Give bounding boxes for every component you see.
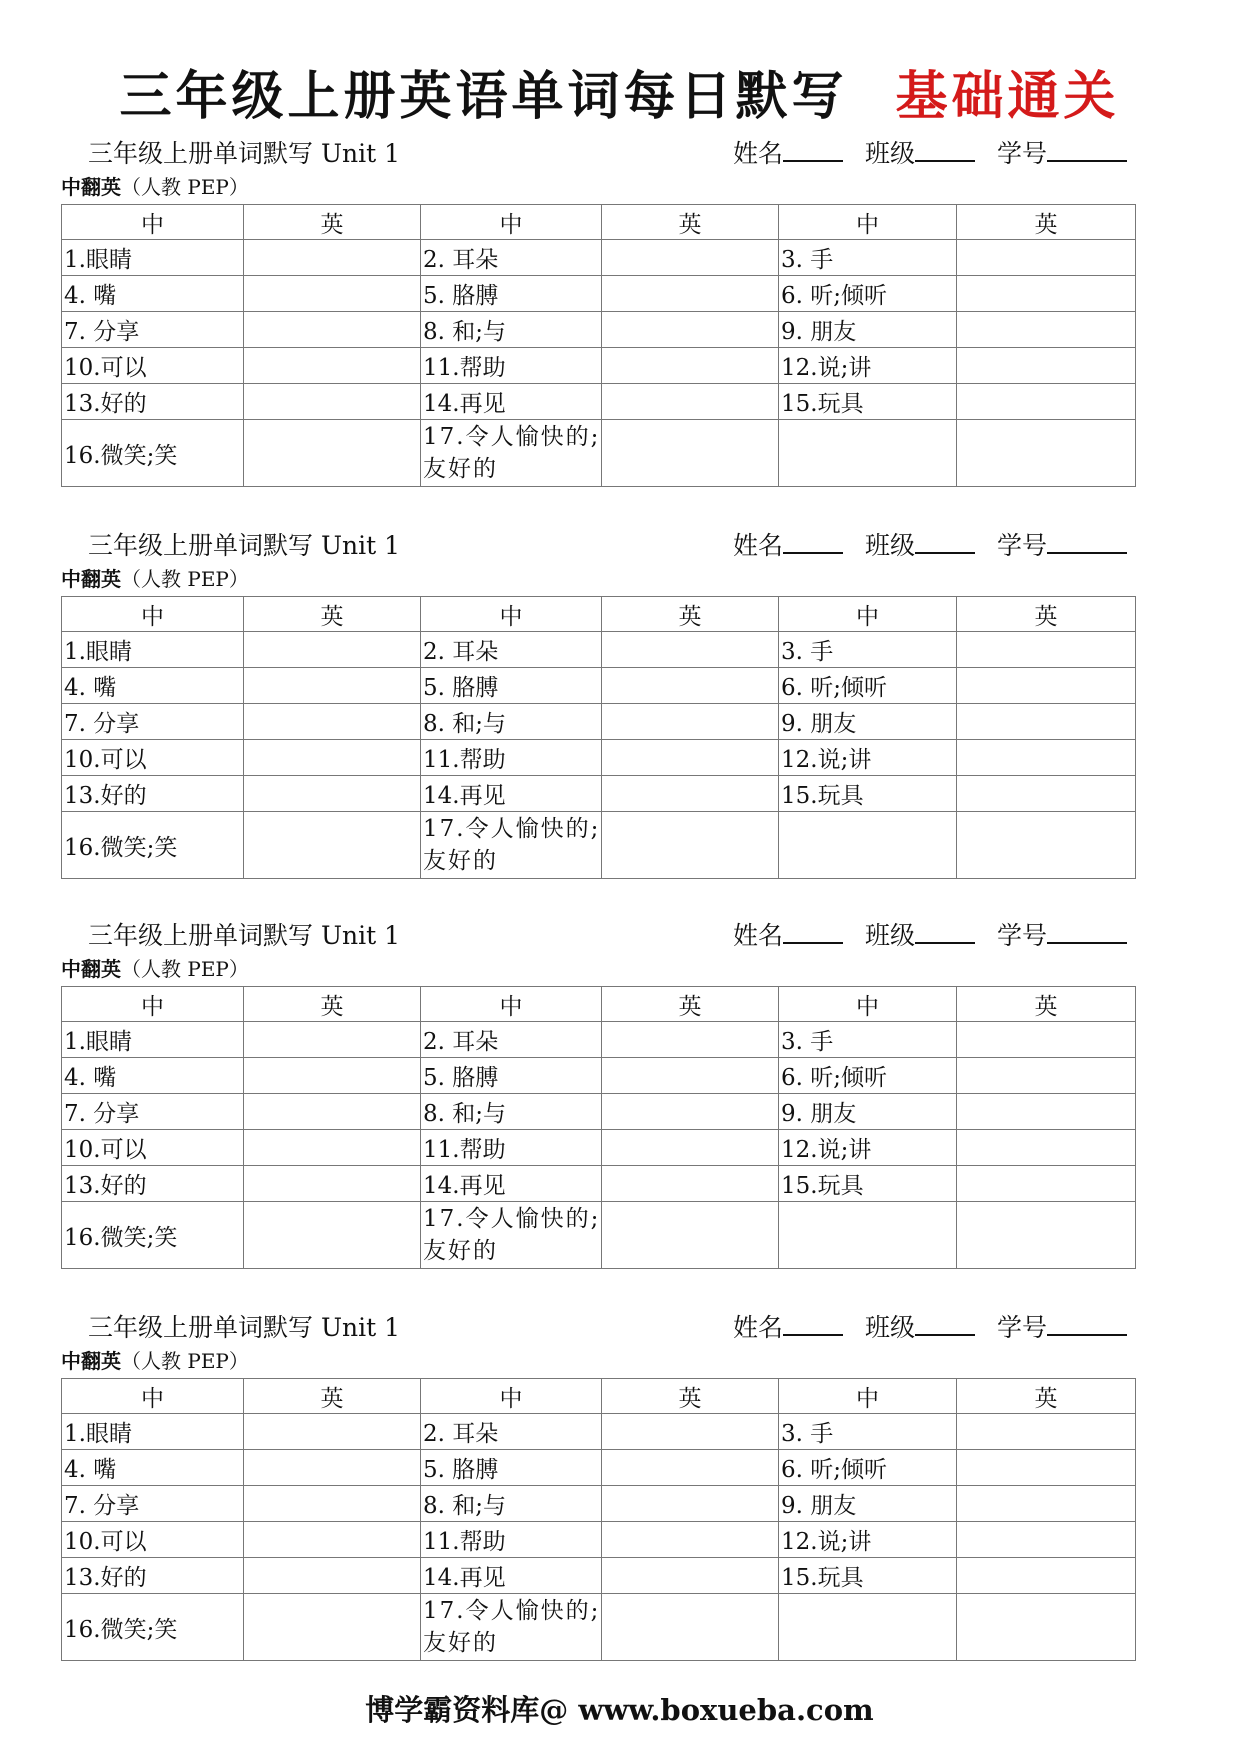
worksheet-subtitle xyxy=(61,956,249,982)
table-row xyxy=(62,1202,1136,1269)
english-answer-cell[interactable] xyxy=(244,240,421,276)
page-title-main: 三年级上册英语单词每日默写 xyxy=(119,67,848,127)
id-field[interactable] xyxy=(1047,138,1127,162)
english-answer-cell[interactable] xyxy=(244,420,421,487)
header-chinese: 中 xyxy=(421,597,602,632)
english-answer-cell[interactable] xyxy=(602,1450,779,1486)
english-answer-cell[interactable] xyxy=(957,1450,1136,1486)
chinese-word-cell: 5. 胳膊 xyxy=(421,668,602,704)
subtitle-edition: （人教 PEP） xyxy=(121,957,249,981)
worksheet-title: 三年级上册单词默写 Unit 1 xyxy=(88,139,401,168)
english-answer-cell[interactable] xyxy=(244,704,421,740)
english-answer-cell[interactable] xyxy=(957,632,1136,668)
chinese-word-cell xyxy=(779,1594,957,1661)
english-answer-cell[interactable] xyxy=(957,1594,1136,1661)
header-chinese: 中 xyxy=(779,1379,957,1414)
chinese-word-cell: 12.说;讲 xyxy=(779,348,957,384)
class-label: 班级 xyxy=(864,921,915,950)
subtitle-mode: 中翻英 xyxy=(61,1349,121,1373)
english-answer-cell[interactable] xyxy=(957,240,1136,276)
chinese-word-cell: 8. 和;与 xyxy=(421,1094,602,1130)
english-answer-cell[interactable] xyxy=(602,1166,779,1202)
header-english: 英 xyxy=(602,1379,779,1414)
subtitle-edition: （人教 PEP） xyxy=(121,175,249,199)
table-row xyxy=(62,420,1136,487)
chinese-word-cell: 2. 耳朵 xyxy=(421,632,602,668)
class-field[interactable] xyxy=(915,920,975,944)
worksheet-section-4 xyxy=(0,1312,1239,1662)
english-answer-cell[interactable] xyxy=(957,348,1136,384)
id-label: 学号 xyxy=(996,921,1047,950)
header-chinese: 中 xyxy=(779,987,957,1022)
table-row xyxy=(62,276,1136,312)
chinese-word-cell: 12.说;讲 xyxy=(779,740,957,776)
table-header-row xyxy=(62,597,1136,632)
english-answer-cell[interactable] xyxy=(602,384,779,420)
chinese-word-cell: 4. 嘴 xyxy=(62,668,244,704)
chinese-word-cell: 4. 嘴 xyxy=(62,1058,244,1094)
worksheet-section-2 xyxy=(0,530,1239,880)
english-answer-cell[interactable] xyxy=(957,704,1136,740)
english-answer-cell[interactable] xyxy=(244,1202,421,1269)
name-label: 姓名 xyxy=(733,531,784,560)
id-label: 学号 xyxy=(996,139,1047,168)
worksheet-title: 三年级上册单词默写 Unit 1 xyxy=(88,531,401,560)
header-english: 英 xyxy=(244,987,421,1022)
subtitle-mode: 中翻英 xyxy=(61,567,121,591)
english-answer-cell[interactable] xyxy=(602,312,779,348)
header-english: 英 xyxy=(602,205,779,240)
chinese-word-cell: 3. 手 xyxy=(779,632,957,668)
chinese-word-cell: 15.玩具 xyxy=(779,384,957,420)
worksheet-subtitle xyxy=(61,174,249,200)
english-answer-cell[interactable] xyxy=(244,1130,421,1166)
table-row xyxy=(62,668,1136,704)
chinese-word-cell: 15.玩具 xyxy=(779,1558,957,1594)
table-row xyxy=(62,1486,1136,1522)
english-answer-cell[interactable] xyxy=(602,632,779,668)
chinese-word-cell: 7. 分享 xyxy=(62,1486,244,1522)
english-answer-cell[interactable] xyxy=(244,812,421,879)
english-answer-cell[interactable] xyxy=(957,1022,1136,1058)
english-answer-cell[interactable] xyxy=(957,1058,1136,1094)
english-answer-cell[interactable] xyxy=(244,1522,421,1558)
chinese-word-cell: 7. 分享 xyxy=(62,704,244,740)
english-answer-cell[interactable] xyxy=(602,1558,779,1594)
english-answer-cell[interactable] xyxy=(957,1522,1136,1558)
word-table xyxy=(61,204,1136,487)
word-table xyxy=(61,1378,1136,1661)
header-chinese: 中 xyxy=(421,1379,602,1414)
chinese-word-cell: 7. 分享 xyxy=(62,1094,244,1130)
student-info xyxy=(733,530,1127,562)
chinese-word-cell xyxy=(779,812,957,879)
header-english: 英 xyxy=(602,987,779,1022)
header-english: 英 xyxy=(244,1379,421,1414)
page-title xyxy=(0,62,1239,132)
chinese-word-cell: 12.说;讲 xyxy=(779,1130,957,1166)
chinese-word-cell: 2. 耳朵 xyxy=(421,1022,602,1058)
class-label: 班级 xyxy=(864,1313,915,1342)
header-chinese: 中 xyxy=(62,1379,244,1414)
table-row xyxy=(62,240,1136,276)
english-answer-cell[interactable] xyxy=(244,1594,421,1661)
table-row xyxy=(62,1522,1136,1558)
table-row xyxy=(62,1058,1136,1094)
class-label: 班级 xyxy=(864,139,915,168)
english-answer-cell[interactable] xyxy=(244,776,421,812)
english-answer-cell[interactable] xyxy=(602,420,779,487)
subtitle-edition: （人教 PEP） xyxy=(121,1349,249,1373)
chinese-word-cell: 17.令人愉快的;友好的 xyxy=(421,1202,602,1269)
english-answer-cell[interactable] xyxy=(244,1166,421,1202)
chinese-word-cell: 14.再见 xyxy=(421,1558,602,1594)
header-english: 英 xyxy=(957,987,1136,1022)
chinese-word-cell: 15.玩具 xyxy=(779,1166,957,1202)
worksheet-title: 三年级上册单词默写 Unit 1 xyxy=(88,921,401,950)
chinese-word-cell: 14.再见 xyxy=(421,384,602,420)
english-answer-cell[interactable] xyxy=(244,668,421,704)
chinese-word-cell: 17.令人愉快的;友好的 xyxy=(421,812,602,879)
chinese-word-cell: 4. 嘴 xyxy=(62,1450,244,1486)
chinese-word-cell: 2. 耳朵 xyxy=(421,240,602,276)
subtitle-mode: 中翻英 xyxy=(61,957,121,981)
subtitle-edition: （人教 PEP） xyxy=(121,567,249,591)
table-row xyxy=(62,1414,1136,1450)
header-chinese: 中 xyxy=(421,987,602,1022)
english-answer-cell[interactable] xyxy=(957,1202,1136,1269)
subtitle-mode: 中翻英 xyxy=(61,175,121,199)
table-row xyxy=(62,348,1136,384)
table-header-row xyxy=(62,987,1136,1022)
student-info xyxy=(733,138,1127,170)
chinese-word-cell: 13.好的 xyxy=(62,384,244,420)
table-row xyxy=(62,1130,1136,1166)
name-field[interactable] xyxy=(783,1312,843,1336)
worksheet-subtitle xyxy=(61,566,249,592)
header-chinese: 中 xyxy=(62,205,244,240)
chinese-word-cell: 5. 胳膊 xyxy=(421,1058,602,1094)
english-answer-cell[interactable] xyxy=(957,668,1136,704)
class-field[interactable] xyxy=(915,530,975,554)
id-field[interactable] xyxy=(1047,920,1127,944)
worksheet-subtitle xyxy=(61,1348,249,1374)
chinese-word-cell: 6. 听;倾听 xyxy=(779,276,957,312)
chinese-word-cell: 12.说;讲 xyxy=(779,1522,957,1558)
name-label: 姓名 xyxy=(733,921,784,950)
english-answer-cell[interactable] xyxy=(957,1130,1136,1166)
english-answer-cell[interactable] xyxy=(602,276,779,312)
chinese-word-cell: 16.微笑;笑 xyxy=(62,1594,244,1661)
class-field[interactable] xyxy=(915,138,975,162)
word-table xyxy=(61,986,1136,1269)
chinese-word-cell: 6. 听;倾听 xyxy=(779,1450,957,1486)
english-answer-cell[interactable] xyxy=(602,1058,779,1094)
header-english: 英 xyxy=(244,597,421,632)
english-answer-cell[interactable] xyxy=(244,1022,421,1058)
header-chinese: 中 xyxy=(421,205,602,240)
footer-watermark: 博学霸资料库@ www.boxueba.com xyxy=(365,1693,874,1727)
chinese-word-cell: 7. 分享 xyxy=(62,312,244,348)
table-header-row xyxy=(62,1379,1136,1414)
english-answer-cell[interactable] xyxy=(602,1130,779,1166)
english-answer-cell[interactable] xyxy=(602,668,779,704)
english-answer-cell[interactable] xyxy=(957,276,1136,312)
english-answer-cell[interactable] xyxy=(957,384,1136,420)
header-chinese: 中 xyxy=(779,597,957,632)
english-answer-cell[interactable] xyxy=(244,1450,421,1486)
table-row xyxy=(62,384,1136,420)
chinese-word-cell: 4. 嘴 xyxy=(62,276,244,312)
chinese-word-cell: 14.再见 xyxy=(421,776,602,812)
chinese-word-cell xyxy=(779,420,957,487)
chinese-word-cell: 10.可以 xyxy=(62,1130,244,1166)
worksheet-section-3 xyxy=(0,920,1239,1270)
table-row xyxy=(62,704,1136,740)
english-answer-cell[interactable] xyxy=(244,1558,421,1594)
header-english: 英 xyxy=(957,205,1136,240)
header-chinese: 中 xyxy=(779,205,957,240)
english-answer-cell[interactable] xyxy=(244,1486,421,1522)
english-answer-cell[interactable] xyxy=(244,276,421,312)
english-answer-cell[interactable] xyxy=(244,1414,421,1450)
table-header-row xyxy=(62,205,1136,240)
chinese-word-cell: 6. 听;倾听 xyxy=(779,668,957,704)
table-row xyxy=(62,776,1136,812)
class-label: 班级 xyxy=(864,531,915,560)
english-answer-cell[interactable] xyxy=(244,312,421,348)
chinese-word-cell: 1.眼睛 xyxy=(62,240,244,276)
id-label: 学号 xyxy=(996,531,1047,560)
header-english: 英 xyxy=(244,205,421,240)
chinese-word-cell: 11.帮助 xyxy=(421,1522,602,1558)
header-english: 英 xyxy=(957,1379,1136,1414)
name-field[interactable] xyxy=(783,530,843,554)
table-row xyxy=(62,1450,1136,1486)
english-answer-cell[interactable] xyxy=(244,632,421,668)
chinese-word-cell: 9. 朋友 xyxy=(779,704,957,740)
table-row xyxy=(62,740,1136,776)
id-label: 学号 xyxy=(996,1313,1047,1342)
english-answer-cell[interactable] xyxy=(957,420,1136,487)
english-answer-cell[interactable] xyxy=(602,740,779,776)
english-answer-cell[interactable] xyxy=(957,1414,1136,1450)
page-title-accent: 基础通关 xyxy=(895,67,1120,127)
class-field[interactable] xyxy=(915,1312,975,1336)
chinese-word-cell: 10.可以 xyxy=(62,348,244,384)
chinese-word-cell: 10.可以 xyxy=(62,740,244,776)
chinese-word-cell: 1.眼睛 xyxy=(62,1022,244,1058)
header-english: 英 xyxy=(602,597,779,632)
worksheet-title: 三年级上册单词默写 Unit 1 xyxy=(88,1313,401,1342)
english-answer-cell[interactable] xyxy=(602,1522,779,1558)
english-answer-cell[interactable] xyxy=(957,740,1136,776)
chinese-word-cell: 3. 手 xyxy=(779,1414,957,1450)
chinese-word-cell: 11.帮助 xyxy=(421,740,602,776)
word-table xyxy=(61,596,1136,879)
table-row xyxy=(62,632,1136,668)
table-row xyxy=(62,1094,1136,1130)
english-answer-cell[interactable] xyxy=(244,740,421,776)
english-answer-cell[interactable] xyxy=(602,1414,779,1450)
chinese-word-cell: 14.再见 xyxy=(421,1166,602,1202)
chinese-word-cell: 8. 和;与 xyxy=(421,1486,602,1522)
chinese-word-cell: 11.帮助 xyxy=(421,1130,602,1166)
chinese-word-cell: 1.眼睛 xyxy=(62,632,244,668)
chinese-word-cell: 13.好的 xyxy=(62,1166,244,1202)
english-answer-cell[interactable] xyxy=(602,1022,779,1058)
chinese-word-cell: 5. 胳膊 xyxy=(421,276,602,312)
chinese-word-cell: 17.令人愉快的;友好的 xyxy=(421,1594,602,1661)
english-answer-cell[interactable] xyxy=(602,812,779,879)
chinese-word-cell: 11.帮助 xyxy=(421,348,602,384)
student-info xyxy=(733,1312,1127,1344)
header-english: 英 xyxy=(957,597,1136,632)
english-answer-cell[interactable] xyxy=(602,704,779,740)
chinese-word-cell: 15.玩具 xyxy=(779,776,957,812)
english-answer-cell[interactable] xyxy=(957,1558,1136,1594)
table-row xyxy=(62,312,1136,348)
chinese-word-cell: 1.眼睛 xyxy=(62,1414,244,1450)
chinese-word-cell: 16.微笑;笑 xyxy=(62,420,244,487)
id-field[interactable] xyxy=(1047,530,1127,554)
chinese-word-cell: 3. 手 xyxy=(779,240,957,276)
english-answer-cell[interactable] xyxy=(244,348,421,384)
english-answer-cell[interactable] xyxy=(957,1094,1136,1130)
chinese-word-cell: 2. 耳朵 xyxy=(421,1414,602,1450)
chinese-word-cell xyxy=(779,1202,957,1269)
id-field[interactable] xyxy=(1047,1312,1127,1336)
chinese-word-cell: 16.微笑;笑 xyxy=(62,812,244,879)
english-answer-cell[interactable] xyxy=(244,1058,421,1094)
chinese-word-cell: 16.微笑;笑 xyxy=(62,1202,244,1269)
english-answer-cell[interactable] xyxy=(602,776,779,812)
english-answer-cell[interactable] xyxy=(957,1486,1136,1522)
chinese-word-cell: 3. 手 xyxy=(779,1022,957,1058)
english-answer-cell[interactable] xyxy=(602,1202,779,1269)
english-answer-cell[interactable] xyxy=(244,384,421,420)
english-answer-cell[interactable] xyxy=(602,1094,779,1130)
name-label: 姓名 xyxy=(733,1313,784,1342)
english-answer-cell[interactable] xyxy=(957,1166,1136,1202)
chinese-word-cell: 8. 和;与 xyxy=(421,312,602,348)
table-row xyxy=(62,1166,1136,1202)
header-chinese: 中 xyxy=(62,987,244,1022)
english-answer-cell[interactable] xyxy=(602,348,779,384)
name-label: 姓名 xyxy=(733,139,784,168)
chinese-word-cell: 10.可以 xyxy=(62,1522,244,1558)
worksheet-section-1 xyxy=(0,138,1239,488)
english-answer-cell[interactable] xyxy=(957,812,1136,879)
chinese-word-cell: 6. 听;倾听 xyxy=(779,1058,957,1094)
chinese-word-cell: 9. 朋友 xyxy=(779,1486,957,1522)
english-answer-cell[interactable] xyxy=(244,1094,421,1130)
english-answer-cell[interactable] xyxy=(602,1486,779,1522)
table-row xyxy=(62,1594,1136,1661)
student-info xyxy=(733,920,1127,952)
chinese-word-cell: 13.好的 xyxy=(62,1558,244,1594)
english-answer-cell[interactable] xyxy=(602,1594,779,1661)
english-answer-cell[interactable] xyxy=(957,776,1136,812)
name-field[interactable] xyxy=(783,138,843,162)
chinese-word-cell: 17.令人愉快的;友好的 xyxy=(421,420,602,487)
chinese-word-cell: 8. 和;与 xyxy=(421,704,602,740)
chinese-word-cell: 13.好的 xyxy=(62,776,244,812)
chinese-word-cell: 9. 朋友 xyxy=(779,312,957,348)
table-row xyxy=(62,812,1136,879)
table-row xyxy=(62,1022,1136,1058)
name-field[interactable] xyxy=(783,920,843,944)
table-row xyxy=(62,1558,1136,1594)
header-chinese: 中 xyxy=(62,597,244,632)
english-answer-cell[interactable] xyxy=(957,312,1136,348)
chinese-word-cell: 9. 朋友 xyxy=(779,1094,957,1130)
english-answer-cell[interactable] xyxy=(602,240,779,276)
chinese-word-cell: 5. 胳膊 xyxy=(421,1450,602,1486)
